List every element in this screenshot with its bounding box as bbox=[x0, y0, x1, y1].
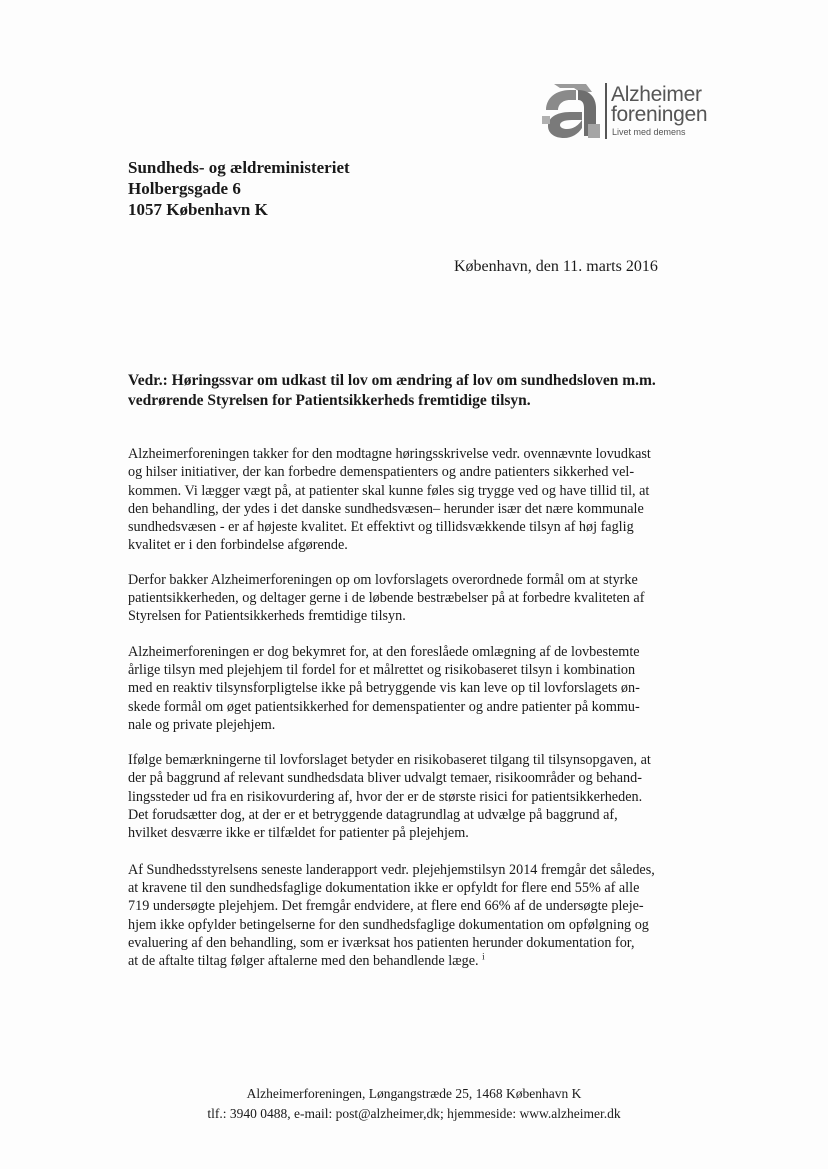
paragraph-line: Af Sundhedsstyrelsens seneste landerapport vedr. plejehjemstilsyn 2014 fremgår det således, bbox=[128, 861, 655, 878]
paragraph-line: Alzheimerforeningen takker for den modtagne høringsskrivelse vedr. ovennævnte lovudkast bbox=[128, 446, 651, 462]
paragraph-line: patientsikkerheden, og deltager gerne i de løbende bestræbelser på at forbedre kvaliteten af bbox=[128, 590, 645, 607]
footer-contact: tlf.: 3940 0488, e-mail: post@alzheimer,dk; hjemmeside: www.alzheimer.dk bbox=[207, 1106, 621, 1121]
recipient-line3: 1057 København K bbox=[128, 200, 268, 219]
letter-subject bbox=[128, 371, 728, 411]
paragraph-line bbox=[128, 952, 728, 970]
paragraph-line: Det forudsætter dog, at der er et betryggende datagrundlag at udvælge på baggrund af, bbox=[128, 807, 618, 824]
paragraph-line: hjem ikke opfylder betingelserne for den sundhedsfaglige dokumentation om opfølgning og bbox=[128, 916, 649, 933]
paragraph bbox=[128, 643, 728, 734]
paragraph-line: kommen. Vi lægger vægt på, at patienter skal kunne føles sig trygge ved og have tillid til, at bbox=[128, 482, 650, 499]
logo-divider bbox=[605, 83, 607, 139]
paragraph bbox=[128, 861, 728, 971]
paragraph-line: nale og private plejehjem. bbox=[128, 716, 276, 733]
footnote-mark: i bbox=[482, 951, 485, 962]
logo-tagline: Livet med demens bbox=[612, 127, 686, 137]
alzheimerforeningen-logo bbox=[540, 80, 730, 140]
recipient-line2: Holbergsgade 6 bbox=[128, 179, 241, 198]
paragraph-line: årlige tilsyn med plejehjem til fordel for et målrettet og risikobaseret tilsyn i kombination bbox=[128, 661, 636, 678]
footer-address: Alzheimerforeningen, Løngangstræde 25, 1468 København K bbox=[246, 1086, 582, 1101]
paragraph-line: Ifølge bemærkningerne til lovforslaget betyder en risikobaseret tilgang til tilsynsopgaven, at bbox=[128, 752, 651, 769]
recipient-line1: Sundheds- og ældreministeriet bbox=[128, 158, 350, 177]
logo-name-line1: Alzheimer bbox=[611, 83, 702, 106]
paragraph-line: den behandling, der ydes i det danske sundhedsvæsen– herunder især det nære kommunale bbox=[128, 500, 644, 517]
paragraph-line: Derfor bakker Alzheimerforeningen op om lovforslagets overordnede formål om at styrke bbox=[128, 571, 638, 588]
paragraph-line: hvilket desværre ikke er tilfældet for patienter på plejehjem. bbox=[128, 825, 469, 842]
paragraph-line: lingssteder ud fra en risikovurdering af, hvor der er de største risici for patientsikkerheden. bbox=[128, 788, 643, 805]
paragraph bbox=[128, 445, 728, 555]
paragraph-line-text: at de aftalte tiltag følger aftalerne med den behandlende læge. bbox=[128, 953, 479, 970]
paragraph-line: Styrelsen for Patientsikkerheds fremtidige tilsyn. bbox=[128, 608, 406, 625]
paragraph bbox=[128, 571, 728, 626]
paragraph-line: 719 undersøgte plejehjem. Det fremgår endvidere, at flere end 66% af de undersøgte pleje- bbox=[128, 898, 644, 915]
logo-mark-icon bbox=[540, 80, 602, 140]
paragraph-line: sundhedsvæsen - er af højeste kvalitet. Et effektivt og tillidsvækkende tilsyn af høj faglig bbox=[128, 519, 634, 536]
letter-body bbox=[128, 445, 728, 988]
subject-line2: vedrørende Styrelsen for Patientsikkerheds fremtidige tilsyn. bbox=[128, 392, 531, 409]
paragraph-line: kvalitet er i den forbindelse afgørende. bbox=[128, 537, 348, 554]
paragraph bbox=[128, 751, 728, 842]
letter-date: København, den 11. marts 2016 bbox=[454, 258, 658, 275]
paragraph-line: at kravene til den sundhedsfaglige dokumentation ikke er opfyldt for flere end 55% af alle bbox=[128, 879, 640, 896]
logo-name-line2: foreningen bbox=[611, 103, 708, 126]
paragraph-line: og hilser initiativer, der kan forbedre demenspatienters og andre patienters sikkerhed vel- bbox=[128, 464, 635, 481]
paragraph-line: der på baggrund af relevant sundhedsdata bliver udvalgt temaer, risikoområder og behand- bbox=[128, 770, 642, 787]
subject-line1: Vedr.: Høringssvar om udkast til lov om ændring af lov om sundhedsloven m.m. bbox=[128, 372, 656, 389]
letter-footer bbox=[0, 1084, 828, 1124]
recipient-address bbox=[128, 157, 350, 220]
paragraph-line: Alzheimerforeningen er dog bekymret for, at den foreslåede omlægning af de lovbestemte bbox=[128, 643, 640, 660]
paragraph-line: med en reaktiv tilsynsforpligtelse ikke på betryggende vis kan leve op til lovforslagets øn- bbox=[128, 680, 640, 697]
paragraph-line: skede formål om øget patientsikkerhed for demenspatienter og andre patienter på kommu- bbox=[128, 698, 640, 715]
paragraph-line: evaluering af den behandling, som er iværksat hos patienten herunder dokumentation for, bbox=[128, 934, 635, 951]
